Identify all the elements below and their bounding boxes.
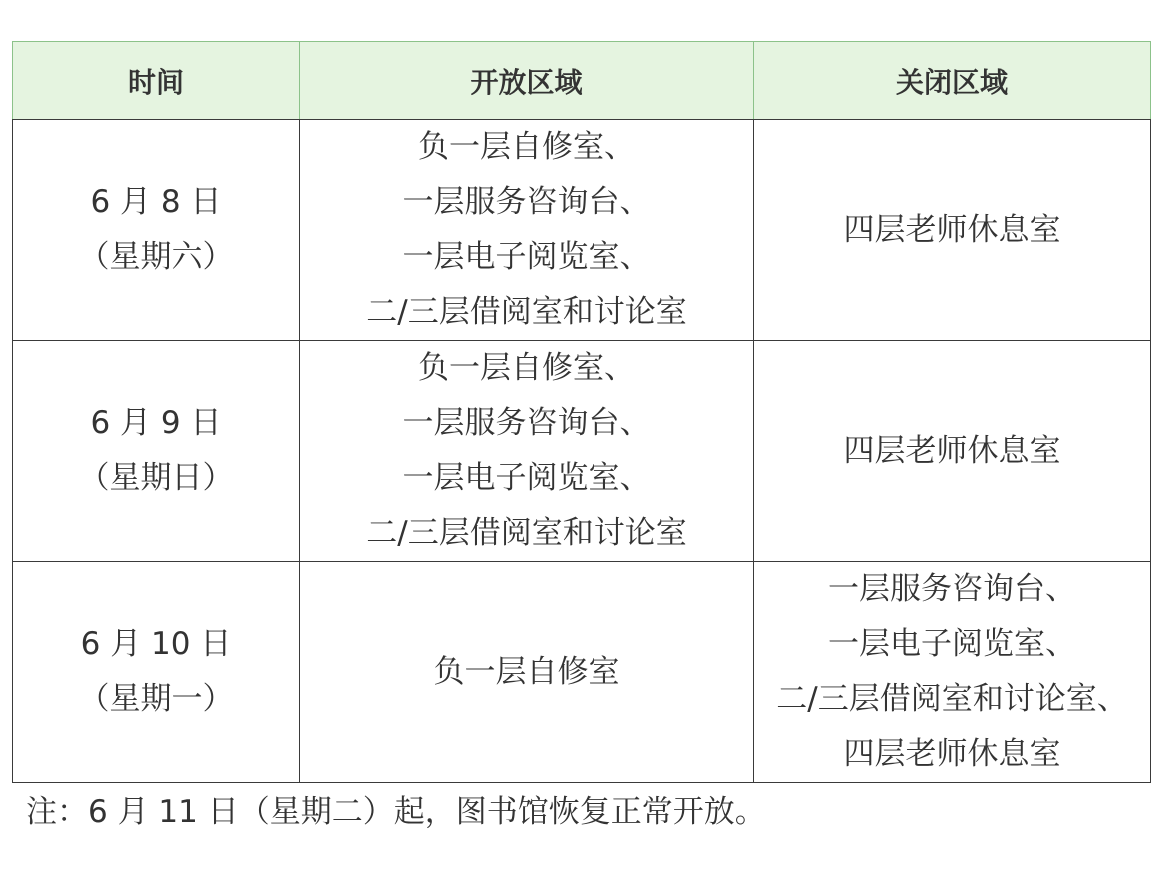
open-areas-cell: [300, 120, 754, 341]
header-open-areas: 开放区域: [300, 42, 754, 120]
table-row: [13, 562, 1151, 783]
date-text: 6 月 10 日: [80, 626, 232, 662]
date-text: 6 月 9 日: [90, 405, 222, 441]
table-row: [13, 341, 1151, 562]
closed-area-item: 一层电子阅览室、: [828, 626, 1076, 662]
weekday-text: （星期日）: [78, 460, 234, 496]
closed-area-item: 四层老师休息室: [843, 432, 1061, 469]
header-time: 时间: [13, 42, 300, 120]
header-closed-areas: 关闭区域: [754, 42, 1151, 120]
closed-area-item: 二/三层借阅室和讨论室、: [776, 681, 1128, 717]
closed-area-item: 四层老师休息室: [843, 211, 1061, 248]
closed-areas-cell: [754, 562, 1151, 783]
date-cell: [13, 562, 300, 783]
date-cell: [13, 120, 300, 341]
open-area-item: 负一层自修室、: [418, 350, 635, 386]
open-area-item: 一层电子阅览室、: [402, 460, 651, 496]
footnote: 注：6 月 11 日（星期二）起，图书馆恢复正常开放。: [26, 794, 766, 830]
open-area-item: 二/三层借阅室和讨论室: [366, 294, 687, 330]
date-cell: [13, 341, 300, 562]
open-area-item: 一层电子阅览室、: [402, 239, 651, 275]
weekday-text: （星期六）: [78, 239, 234, 275]
closed-areas-cell: [754, 120, 1151, 341]
open-area-item: 负一层自修室: [433, 653, 620, 690]
open-areas-cell: [300, 341, 754, 562]
date-text: 6 月 8 日: [90, 184, 222, 220]
open-area-item: 负一层自修室、: [418, 129, 635, 165]
schedule-table: [12, 41, 1151, 783]
open-area-item: 一层服务咨询台、: [402, 405, 651, 441]
closed-areas-cell: [754, 341, 1151, 562]
open-areas-cell: [300, 562, 754, 783]
closed-area-item: 四层老师休息室: [843, 736, 1061, 772]
open-area-item: 二/三层借阅室和讨论室: [366, 515, 687, 551]
closed-area-item: 一层服务咨询台、: [828, 571, 1076, 607]
open-area-item: 一层服务咨询台、: [402, 184, 651, 220]
weekday-text: （星期一）: [78, 681, 234, 717]
table-row: [13, 120, 1151, 341]
header-row: [13, 42, 1151, 120]
